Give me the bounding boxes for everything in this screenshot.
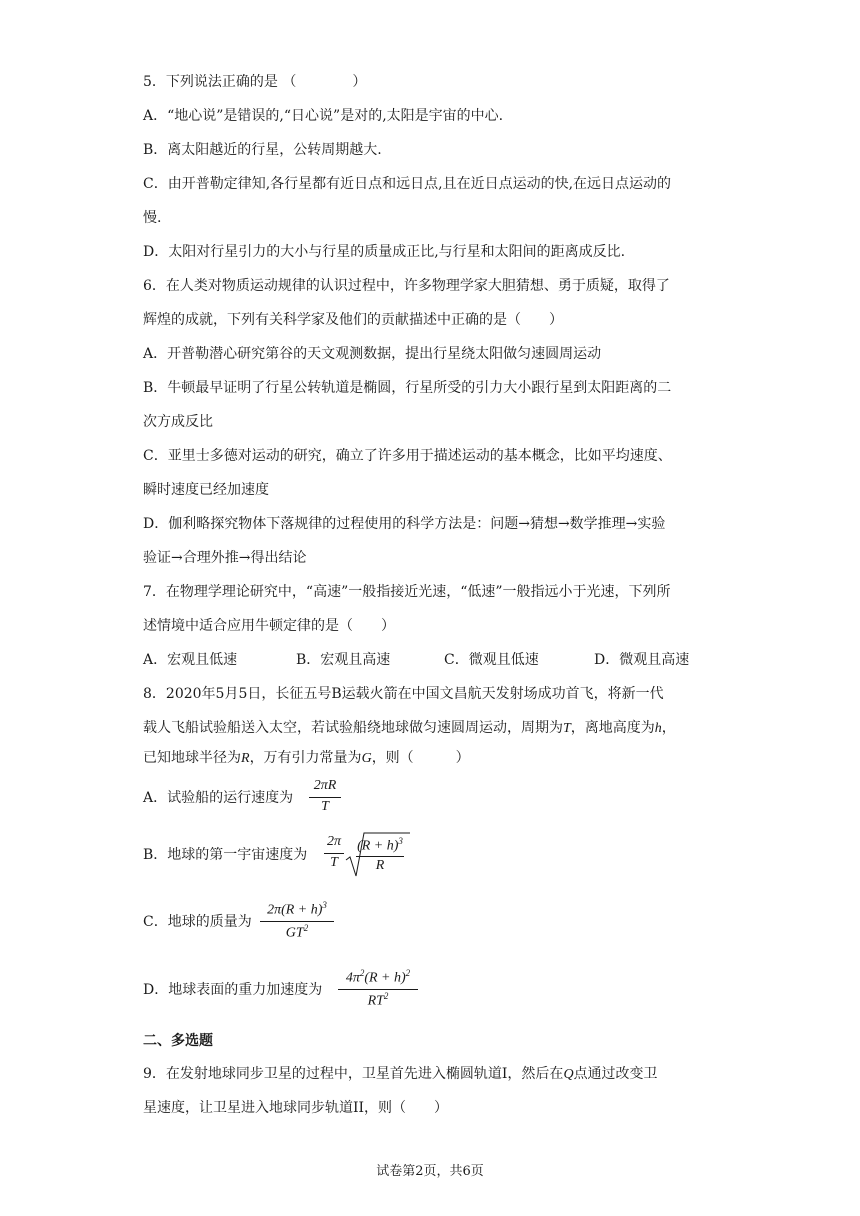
q8-var-h: h (654, 721, 662, 736)
q8-option-b-radicand (356, 834, 404, 876)
q9-stem-line2: 星速度，让卫星进入地球同步轨道II，则（ ） (143, 1100, 449, 1116)
q8-option-c: C．地球的质量为 (143, 914, 252, 930)
q8-var-t: T (563, 721, 571, 736)
q5-option-c-line2: 慢. (143, 210, 162, 226)
q8-option-c-numerator (260, 900, 334, 919)
q9-stem-line1-text: 9．在发射地球同步卫星的过程中，卫星首先进入椭圆轨道I，然后在 (143, 1066, 564, 1082)
q8-option-c-formula (260, 898, 334, 942)
q5-stem: 5．下列说法正确的是 （ ） (143, 74, 367, 90)
q8-option-c-denominator-text: GT (285, 925, 304, 941)
q6-option-a: A．开普勒潜心研究第谷的天文观测数据，提出行星绕太阳做匀速圆周运动 (143, 346, 602, 362)
q8-option-a-numerator: 2πR (313, 778, 337, 793)
q8-stem-line2-end: ， (661, 720, 676, 736)
q8-stem-line2-mid: ，离地高度为 (570, 720, 655, 736)
fraction-bar (260, 921, 334, 922)
q5-option-c-line1: C．由开普勒定律知,各行星都有近日点和远日点,且在近日点运动的快,在远日点运动的 (143, 176, 672, 192)
q8-var-r: R (241, 751, 250, 766)
q5-option-d: D．太阳对行星引力的大小与行星的质量成正比,与行星和太阳间的距离成反比. (143, 244, 626, 260)
fraction-bar (324, 853, 344, 854)
q8-option-c-denominator (260, 923, 334, 942)
q6-option-b-line1: B．牛顿最早证明了行星公转轨道是椭圆，行星所受的引力大小跟行星到太阳距离的二 (143, 380, 672, 396)
q8-option-b-radicand-den: R (375, 858, 385, 873)
q8-stem-line2 (143, 718, 676, 739)
q6-stem-line2: 辉煌的成就，下列有关科学家及他们的贡献描述中正确的是（ ） (143, 312, 563, 328)
q6-option-b-line2: 次方成反比 (143, 414, 213, 430)
q7-option-b: B．宏观且高速 (296, 652, 391, 668)
q8-stem-line3 (143, 748, 470, 769)
q8-stem-line3-text: 已知地球半径为 (143, 750, 241, 766)
q6-stem-line1: 6．在人类对物质运动规律的认识过程中，许多物理学家大胆猜想、勇于质疑，取得了 (143, 278, 670, 294)
page-footer: 试卷第2页，共6页 (376, 1164, 484, 1179)
q9-var-q: Q (563, 1067, 574, 1082)
fraction-bar (338, 989, 418, 990)
q8-option-c-numerator-text: 2π(R + h) (267, 902, 323, 918)
section-heading-multiple-choice: 二、多选题 (143, 1033, 213, 1049)
q8-option-d-num-exp1: 2 (359, 968, 365, 978)
q6-option-d-line2: 验证→合理外推→得出结论 (143, 550, 307, 566)
q8-stem-line3-mid: ，万有引力常量为 (249, 750, 362, 766)
q8-option-b-prefactor-num: 2π (326, 834, 341, 849)
q8-var-g: G (361, 751, 372, 766)
q8-option-d: D．地球表面的重力加速度为 (143, 982, 323, 998)
q7-option-c: C．微观且低速 (444, 652, 539, 668)
q8-option-b-radicand-num (356, 836, 404, 855)
fraction-bar (356, 856, 404, 857)
q8-option-b-exp: 3 (398, 836, 403, 846)
q7-option-d: D．微观且高速 (594, 652, 690, 668)
q7-stem-line2: 述情境中适合应用牛顿定律的是（ ） (143, 618, 395, 634)
q8-option-b-radicand-num-text: (R + h) (357, 838, 399, 854)
q7-option-a: A．宏观且低速 (143, 652, 238, 668)
q8-stem-line3-end: ，则（ ） (371, 750, 470, 766)
q8-stem-line1: 8．2020年5月5日，长征五号B运载火箭在中国文昌航天发射场成功首飞，将新一代 (143, 686, 664, 702)
q8-option-d-formula (338, 966, 418, 1010)
q8-option-d-num-exp2: 2 (405, 968, 411, 978)
q8-option-d-den-exp: 2 (383, 991, 389, 1001)
q8-option-c-exp: 3 (322, 900, 327, 910)
q9-stem-line1 (143, 1064, 658, 1085)
q8-option-b: B．地球的第一宇宙速度为 (143, 847, 308, 863)
q8-option-d-numerator (338, 968, 418, 987)
q8-stem-line2-text: 载人飞船试验船送入太空，若试验船绕地球做匀速圆周运动，周期为 (143, 720, 563, 736)
q8-option-a: A．试验船的运行速度为 (143, 790, 294, 806)
q8-option-c-den-exp: 2 (303, 923, 309, 933)
q8-option-d-numerator-a: 4π (345, 970, 360, 986)
q8-option-d-denominator (338, 991, 418, 1010)
q6-option-c-line1: C．亚里士多德对运动的研究，确立了许多用于描述运动的基本概念，比如平均速度、 (143, 448, 672, 464)
q5-option-b: B．离太阳越近的行星，公转周期越大. (143, 142, 382, 158)
fraction-bar (309, 797, 341, 798)
q6-option-c-line2: 瞬时速度已经加速度 (143, 482, 269, 498)
q5-option-a: A．“地心说”是错误的,“日心说”是对的,太阳是宇宙的中心. (143, 108, 504, 124)
q8-option-a-denominator: T (321, 799, 329, 814)
q8-option-a-formula (309, 778, 341, 818)
q7-stem-line1: 7．在物理学理论研究中，“高速”一般指接近光速，“低速”一般指远小于光速，下列所 (143, 584, 671, 600)
q6-option-d-line1: D．伽利略探究物体下落规律的过程使用的科学方法是：问题→猜想→数学推理→实验 (143, 516, 666, 532)
q8-option-b-prefactor (324, 834, 344, 874)
q8-option-b-prefactor-den: T (330, 855, 338, 870)
q9-stem-line1-end: 点通过改变卫 (573, 1066, 658, 1082)
q8-option-d-numerator-b: (R + h) (364, 970, 406, 986)
q8-option-d-denominator-text: RT (367, 993, 384, 1009)
